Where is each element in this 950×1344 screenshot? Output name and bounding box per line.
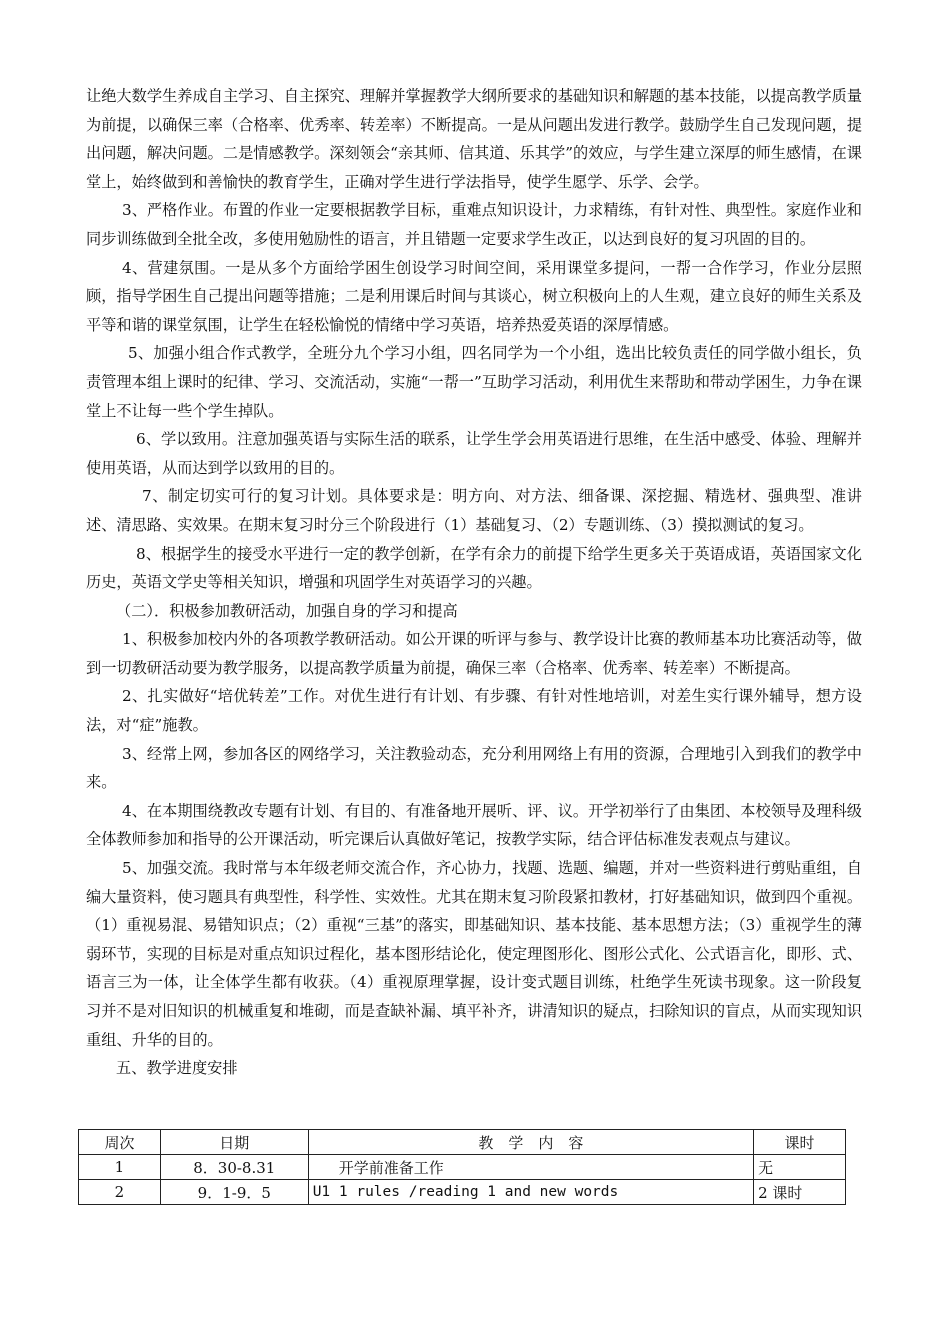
cell-content: U1 1 rules /reading 1 and new words <box>308 1180 753 1205</box>
table-header-row <box>79 1130 846 1155</box>
paragraph-research-activities: 1、积极参加校内外的各项教学教研活动。如公开课的听评与参与、教学设计比赛的教师基本功比赛活动等，做到一切教研活动要为教学服务，以提高教学质量为前提，确保三率（合格率、优秀率、转差率）不断提高。 <box>86 630 862 677</box>
header-content: 教 学 内 容 <box>308 1130 753 1155</box>
cell-week: 2 <box>79 1180 161 1205</box>
section-heading-schedule: 五、教学进度安排 <box>116 1059 238 1078</box>
paragraph-apply-learning: 6、学以致用。注意加强英语与实际生活的联系，让学生学会用英语进行思维，在生活中感受、体验、理解并使用英语，从而达到学以致用的目的。 <box>86 430 862 477</box>
document-body <box>86 82 862 1083</box>
cell-week: 1 <box>79 1155 161 1180</box>
paragraph-teaching-innovation: 8、根据学生的接受水平进行一定的教学创新，在学有余力的前提下给学生更多关于英语成语，英语国家文化历史，英语文学史等相关知识，增强和巩固学生对英语学习的兴趣。 <box>86 544 862 592</box>
header-hours: 课时 <box>754 1130 846 1155</box>
paragraph-atmosphere: 4、营建氛围。一是从多个方面给学困生创设学习时间空间，采用课堂多提问，一帮一合作学习，作业分层照顾，指导学困生自己提出问题等措施；二是利用课后时间与其谈心，树立积极向上的人生观，建立良好的师生关系及平等和谐的课堂氛围，让学生在轻松愉悦的情绪中学习英语，培养热爱英语的深厚情感。 <box>86 258 862 334</box>
cell-hours: 无 <box>754 1155 846 1180</box>
paragraph-teaching-reform: 4、在本期围绕教改专题有计划、有目的、有准备地开展听、评、议。开学初举行了由集团、本校领导及理科级全体教师参加和指导的公开课活动，听完课后认真做好笔记，按教学实际，结合评估标准发表观点与建议。 <box>86 801 862 849</box>
paragraph-online-learning: 3、经常上网，参加各区的网络学习，关注教验动态，充分利用网络上有用的资源，合理地引入到我们的教学中来。 <box>86 744 862 792</box>
header-date: 日期 <box>160 1130 308 1155</box>
header-week: 周次 <box>79 1130 161 1155</box>
paragraph-strict-homework: 3、严格作业。布置的作业一定要根据教学目标，重难点知识设计，力求精练，有针对性、典型性。家庭作业和同步训练做到全批全改，多使用勉励性的语言，并且错题一定要求学生改正，以达到良好的复习巩固的目的。 <box>86 201 862 248</box>
cell-hours: 2 课时 <box>754 1180 846 1205</box>
paragraph-communication: 5、加强交流。我时常与本年级老师交流合作，齐心协力，找题、选题、编题，并对一些资料进行剪贴重组，自编大量资料，使习题具有典型性，科学性、实效性。尤其在期末复习阶段紧扣教材，打好基础知识，做到四个重视。（1）重视易混、易错知识点；（2）重视“三基”的落实，即基础知识、基本技能、基本思想方法；（3）重视学生的薄弱环节，实现的目标是对重点知识过程化，基本图形结论化，使定理图形化、图形公式化、公式语言化，即形、式、语言三为一体，让全体学生都有收获。（4）重视原理掌握，设计变式题目训练，杜绝学生死读书现象。这一阶段复习并不是对旧知识的机械重复和堆砌，而是查缺补漏、填平补齐，讲清知识的疑点，扫除知识的盲点，从而实现知识重组、升华的目的。 <box>86 859 862 1049</box>
section-heading-research: （二）．积极参加教研活动，加强自身的学习和提高 <box>116 601 458 620</box>
paragraph-group-cooperation: 5、加强小组合作式教学，全班分九个学习小组，四名同学为一个小组，选出比较负责任的同学做小组长，负责管理本组上课时的纪律、学习、交流活动，实施“一帮一”互助学习活动，利用优生来帮助和带动学困生，力争在课堂上不让每一些个学生掉队。 <box>86 344 862 420</box>
table-row <box>79 1155 846 1180</box>
cell-date: 9．1-9．5 <box>160 1180 308 1205</box>
paragraph-cultivate-excellence: 2、扎实做好“培优转差”工作。对优生进行有计划、有步骤、有针对性地培训，对差生实行课外辅导，想方设法，对“症”施教。 <box>86 687 862 735</box>
paragraph-review-plan: 7、制定切实可行的复习计划。具体要求是：明方向、对方法、细备课、深挖掘、精选材、强典型、准讲述、清思路、实效果。在期末复习时分三个阶段进行（1）基础复习、（2）专题训练、（3）摸拟测试的复习。 <box>86 487 862 534</box>
schedule-table <box>78 1129 846 1205</box>
cell-date: 8．30-8.31 <box>160 1155 308 1180</box>
cell-content: 开学前准备工作 <box>308 1155 753 1180</box>
paragraph-continuation: 让绝大数学生养成自主学习、自主探究、理解并掌握教学大纲所要求的基础知识和解题的基本技能，以提高教学质量为前提，以确保三率（合格率、优秀率、转差率）不断提高。一是从问题出发进行教学。鼓励学生自己发现问题，提出问题，解决问题。二是情感教学。深刻领会“亲其师、信其道、乐其学”的效应，与学生建立深厚的师生感情，在课堂上，始终做到和善愉快的教育学生，正确对学生进行学法指导，使学生愿学、乐学、会学。 <box>86 87 862 191</box>
table-row <box>79 1180 846 1205</box>
